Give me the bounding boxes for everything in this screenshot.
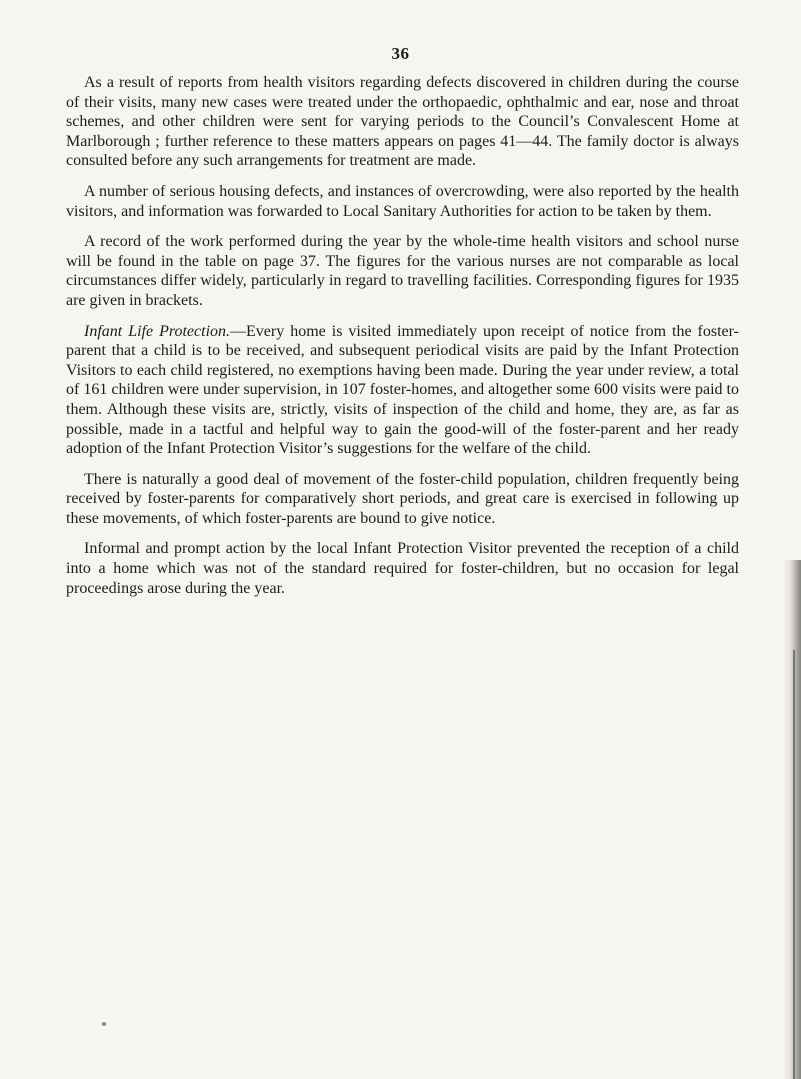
paragraph-text: A number of serious housing defects, and instances of overcrowding, were also reported by the health visitors, and information was forwarded to Local Sanitary Authorities for action to be taken by them.: [66, 182, 739, 220]
paragraph-foster-child-movement: [66, 470, 739, 529]
page-body: [66, 73, 739, 609]
paragraph-informal-action: [66, 539, 739, 598]
section-heading: Infant Life Protection.: [84, 322, 231, 340]
paragraph-work-record: [66, 232, 739, 310]
page-edge-line: [793, 650, 795, 1079]
paragraph-text: Informal and prompt action by the local Infant Protection Visitor prevented the reception of a child into a home which was not of the standard required for foster-children, but no occasion for legal proceedings arose during the year.: [66, 540, 739, 597]
paragraph-text: A record of the work performed during the year by the whole-time health visitors and school nurse will be found in the table on page 37. The figures for the various nurses are not comparable as local circumstances differ widely, particularly in regard to travelling facilities. Corresponding figures for 1935 are given in brackets.: [66, 233, 739, 309]
paragraph-text: There is naturally a good deal of movement of the foster-child population, children frequently being received by foster-parents for comparatively short periods, and great care is exercised in following up these movements, of which foster-parents are bound to give notice.: [66, 470, 739, 527]
paragraph-infant-life-protection: [66, 322, 739, 459]
paragraph-housing-defects: [66, 182, 739, 221]
paper-speck: [102, 1022, 106, 1026]
paragraph-text: As a result of reports from health visitors regarding defects discovered in children during the course of their visits, many new cases were treated under the orthopaedic, ophthalmic and ear, nose and throat schemes, and other children were sent for varying periods to the Council’s Convalescent Home at Marlborough ; further reference to these matters appears on pages 41—44. The family doctor is always consulted before any such arrangements for treatment are made.: [66, 74, 739, 170]
paragraph-text: —Every home is visited immediately upon receipt of notice from the foster-parent that a child is to be received, and subsequent periodical visits are paid by the Infant Protection Visitors to each child registered, no exemptions having been made. During the year under review, a total of 161 children were under supervision, in 107 foster-homes, and altogether some 600 visits were paid to them. Although these visits are, strictly, visits of inspection of the child and home, they are, as far as possible, made in a tactful and helpful way to gain the good-will of the foster-parent and her ready adoption of the Infant Protection Visitor’s suggestions for the welfare of the child.: [66, 322, 739, 458]
page-edge-shadow: [783, 560, 801, 1079]
paragraph-health-visitor-reports: [66, 73, 739, 171]
page-number: 36: [391, 44, 410, 63]
